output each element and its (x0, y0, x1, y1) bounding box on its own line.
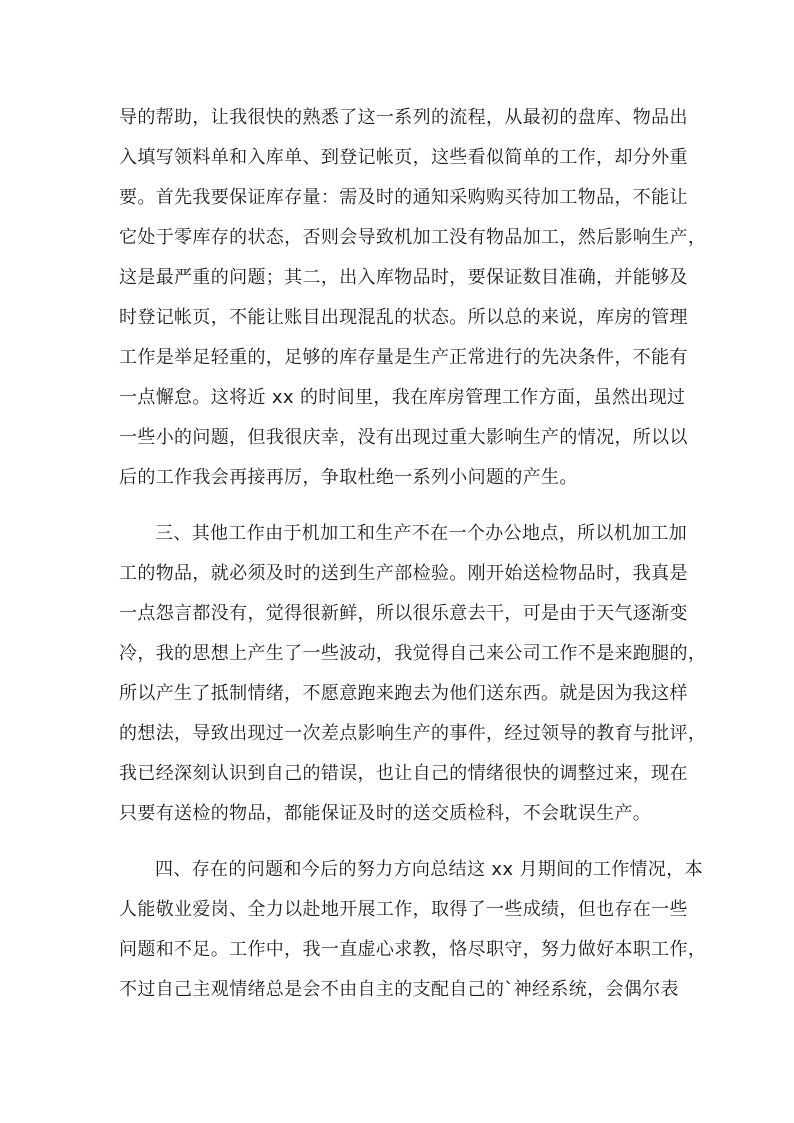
text-line: 不过自己主观情绪总是会不由自主的支配自己的`神经系统，会偶尔表 (119, 979, 679, 1000)
text-line: 人能敬业爱岗、全力以赴地开展工作，取得了一些成绩，但也存在一些 (119, 899, 688, 920)
text-line: 一点怨言都没有，觉得很新鲜，所以很乐意去干，可是由于天气逐渐变 (119, 603, 688, 624)
text-line: 时登记帐页，不能让账目出现混乱的状态。所以总的来说，库房的管理 (119, 307, 688, 328)
text-line: 冷，我的思想上产生了一些波动，我觉得自己来公司工作不是来跑腿的， (119, 643, 707, 664)
text-line: 它处于零库存的状态，否则会导致机加工没有物品加工，然后影响生产， (119, 227, 707, 248)
text-line: 一点懈怠。这将近 xx 的时间里，我在库房管理工作方面，虽然出现过 (119, 387, 686, 408)
text-line: 要。首先我要保证库存量：需及时的通知采购购买待加工物品，不能让 (119, 187, 688, 208)
text-line: 这是最严重的问题；其二，出入库物品时，要保证数目准确，并能够及 (119, 267, 688, 288)
text-line: 四、存在的问题和今后的努力方向总结这 xx 月期间的工作情况，本 (155, 859, 703, 880)
text-line: 入填写领料单和入库单、到登记帐页，这些看似简单的工作，却分外重 (119, 147, 688, 168)
text-line: 导的帮助，让我很快的熟悉了这一系列的流程，从最初的盘库、物品出 (119, 107, 688, 128)
text-line: 三、其他工作由于机加工和生产不在一个办公地点，所以机加工加 (155, 523, 688, 544)
text-line: 我已经深刻认识到自己的错误，也让自己的情绪很快的调整过来，现在 (119, 763, 688, 784)
text-line: 工作是举足轻重的，足够的库存量是生产正常进行的先决条件，不能有 (119, 347, 688, 368)
text-line: 所以产生了抵制情绪，不愿意跑来跑去为他们送东西。就是因为我这样 (119, 683, 688, 704)
text-line: 只要有送检的物品，都能保证及时的送交质检科，不会耽误生产。 (119, 803, 652, 824)
text-line: 工的物品，就必须及时的送到生产部检验。刚开始送检物品时，我真是 (119, 563, 688, 584)
text-line: 的想法，导致出现过一次差点影响生产的事件，经过领导的教育与批评， (119, 723, 707, 744)
text-line: 问题和不足。工作中，我一直虚心求教，恪尽职守，努力做好本职工作， (119, 939, 707, 960)
text-line: 一些小的问题，但我很庆幸，没有出现过重大影响生产的情况，所以以 (119, 427, 688, 448)
text-line: 后的工作我会再接再厉，争取杜绝一系列小问题的产生。 (119, 467, 578, 488)
